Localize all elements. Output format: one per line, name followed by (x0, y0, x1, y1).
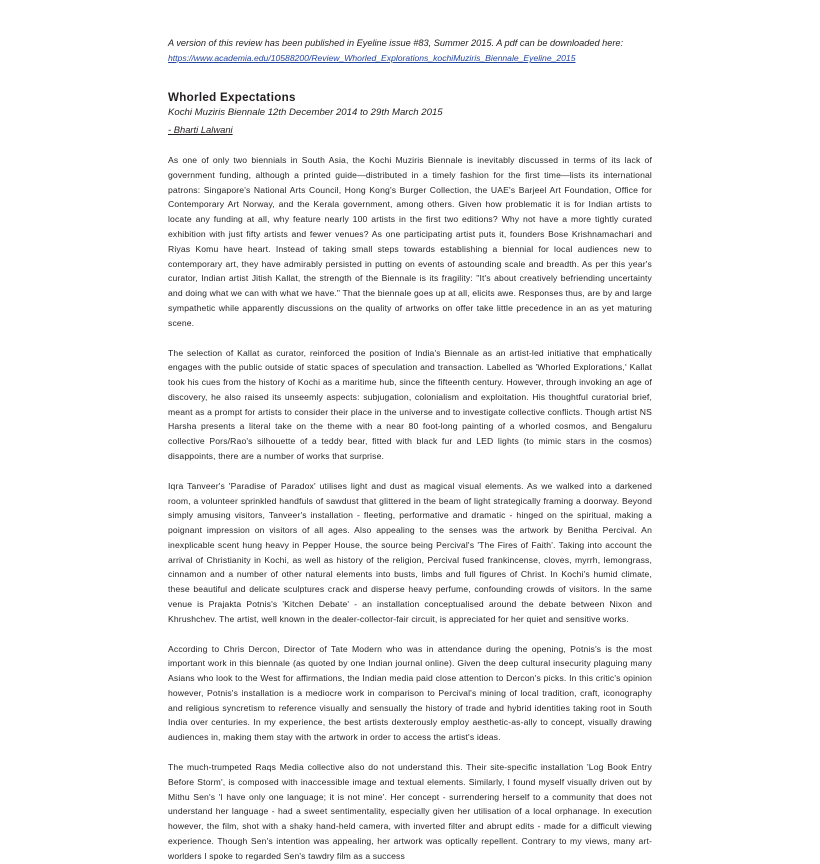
publication-link[interactable]: https://www.academia.edu/10588200/Review_Whorled_Explorations_kochiMuziris_Biennale_Eyeline_2015 (168, 53, 576, 64)
publication-note: A version of this review has been published in Eyeline issue #83, Summer 2015. A pdf can be downloaded here: (168, 38, 624, 48)
article-paragraph-1: As one of only two biennials in South Asia, the Kochi Muziris Biennale is inevitably discussed in terms of its lack of government funding, although a printed guide—distributed in a timely fashion for the first time—lists its international patrons: Singapore's National Arts Council, Hong Kong's Burger Collection, the UAE's Barjeel Art Foundation, Office for Contemporary Art Norway, and the Kerala government, among others. Given how problematic it is for Indian artists to locate any funding at all, why feature nearly 100 artists in the first two editions? Why not have a more tightly curated exhibition with just fifty artists and fewer venues? As one participating artist puts it, founders Bose Krishnamachari and Riyas Komu have heart. Instead of taking small steps towards establishing a biennial for local audiences new to contemporary art, they have admirably persisted in putting on events of astounding scale and breadth. As per this year's curator, Indian artist Jitish Kallat, the strength of the Biennale is its fragility: "It's about creatively befriending uncertainty and doing what we can with what we have." That the biennale goes up at all, elicits awe. Responses thus, are by and large sympathetic while apparently discussions on the quality of artworks on offer take little precedence in an as yet maturing scene. (168, 155, 652, 328)
article-paragraph-4: According to Chris Dercon, Director of Tate Modern who was in attendance during the opening, Potnis's is the most important work in this biennale (as quoted by one Indian journal online). Given the deep cultural insecurity plaguing many Asians who look to the West for affirmations, the Indian media paid close attention to Dercon's picks. In this critic's opinion however, Potnis's installation is a mediocre work in comparison to Percival's mining of local tradition, craft, iconography and religious syncretism to reference visually and sensually the history of trade and hybrid identities taking root in South India over centuries. In my experience, the best artists dexterously employ aesthetic-as-ally to concept, visually drawing audiences in, making them stay with the artwork in order to access the artist's ideas. (168, 643, 652, 743)
article-paragraph-3: Iqra Tanveer's 'Paradise of Paradox' utilises light and dust as magical visual elements. As we walked into a darkened room, a volunteer sprinkled handfuls of sawdust that glittered in the beam of light strategically framing a doorway. Beyond simply amusing visitors, Tanveer's installation - fleeting, performative and dramatic - hinged on the spiritual, making a poignant impression on visitors of all ages. Also appealing to the senses was the artwork by Benitha Percival. An inexplicable scent hung heavy in Pepper House, the source being Percival's 'The Fires of Faith'. Taking into account the arrival of Christianity in Kochi, as well as history of the religion, Percival fused frankincense, cloves, myrrh, lemongrass, cinnamon and a number of other natural elements into busts, limbs and full figures of Christ. In Kochi's humid climate, these beautiful and delicate sculptures crack and disperse heavy perfume, confounding crowds of visitors. In the same venue is Prajakta Potnis's 'Kitchen Debate' - an installation conceptualised around the debate between Nixon and Khrushchev. The artist, well known in the dealer-collector-fair circuit, is appreciated for her quiet and sensitive works. (168, 480, 652, 624)
author-byline: - Bharti Lalwani (168, 124, 233, 136)
exhibition-subtitle: Kochi Muziris Biennale 12th December 2014 to 29th March 2015 (168, 107, 443, 119)
page-title: Whorled Expectations (168, 91, 296, 105)
article-paragraph-5: The much-trumpeted Raqs Media collective also do not understand this. Their site-specific installation 'Log Book Entry Before Storm', is composed with inaccessible image and textual elements. Similarly, I found myself visually driven out by Mithu Sen's 'I have only one language; it is not mine'. Her concept - surrendering herself to a community that does not understand her language - had a sweet sentimentality, especially given her utilisation of a local orphanage. In execution however, the film, shot with a shaky hand-held camera, with inverted filter and abrupt edits - made for a difficult viewing experience. Though Sen's intention was appealing, her artwork was optically repellent. Contrary to my views, many art-worlders I spoke to regarded Sen's tawdry film as a success (168, 762, 652, 861)
article-paragraph-2: The selection of Kallat as curator, reinforced the position of India's Biennale as an artist-led initiative that emphatically engages with the public outside of static spaces of speculation and transaction. Labelled as 'Whorled Explorations,' Kallat took his cues from the history of Kochi as a maritime hub, since the fifteenth century. However, through invoking an age of discovery, he also raised its unseemly aspects: subjugation, colonialism and exploitation. His thoughtful curatorial brief, meant as a prompt for artists to consider their place in the universe and to investigate collective conflicts. Though artist NS Harsha presents a literal take on the theme with a near 80 foot-long painting of a whorled cosmos, and Bengaluru collective Pors/Rao's silhouette of a teddy bear, fitted with black fur and LED lights (to mimic stars in the cosmos) disappoints, there are a number of works that surprise. (168, 347, 652, 461)
